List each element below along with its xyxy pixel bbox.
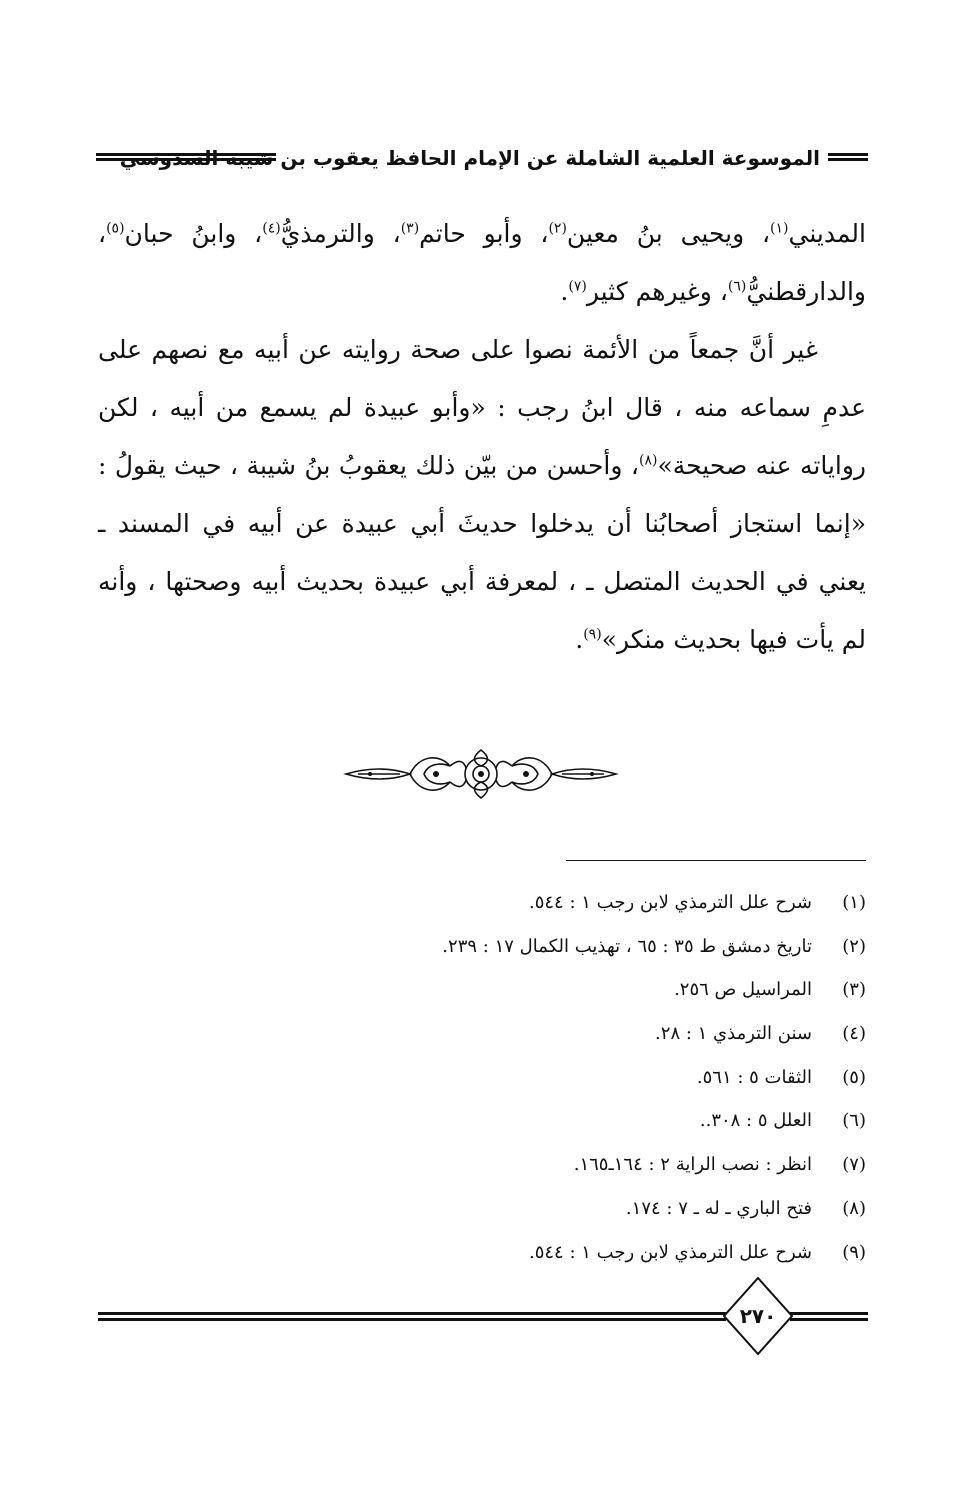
text-run: ، والدارقطنيُّ — [98, 219, 866, 306]
footnote-item — [96, 1234, 866, 1278]
text-run: المديني — [788, 219, 866, 248]
footnote-text: شرح علل الترمذي لابن رجب ١ : ٥٤٤. — [528, 892, 812, 913]
footnote-marker: (٤) — [262, 220, 281, 237]
text-run: ، وابنُ حبان — [124, 219, 263, 248]
main-text — [98, 205, 866, 669]
footnote-marker: (٧) — [568, 278, 587, 295]
footnote-item — [96, 1190, 866, 1234]
footnote-separator — [566, 860, 866, 861]
footnote-number: (٢) — [842, 935, 866, 957]
paragraph-1 — [98, 205, 866, 321]
footnote-item — [96, 1102, 866, 1146]
footnote-text: العلل ٥ : ٣٠٨.. — [699, 1110, 812, 1132]
footnote-item — [96, 1015, 866, 1059]
footer-rule-left — [98, 1312, 726, 1321]
text-run: ، وأحسن من بيّن ذلك يعقوبُ بنُ شيبة ، حيث يقولُ : «إنما استجاز أصحابُنا أن يدخلوا حديثَ أبي عبيدة عن أبيه في المسند ـ يعني في الحديث المتصل ـ ، لمعرفة أبي عبيدة بحديث أبيه وصحتها ، وأنه لم يأت فيها بحديث منكر» — [98, 451, 866, 654]
text-run: . — [575, 625, 584, 654]
footnote-number: (١) — [842, 892, 866, 913]
footnote-item — [96, 884, 866, 928]
footnote-text: تاريخ دمشق ط ٣٥ : ٦٥ ، تهذيب الكمال ١٧ : ٢٣٩. — [442, 935, 812, 957]
text-run: ، ويحيى بنُ معين — [566, 219, 771, 248]
footnote-item — [96, 1146, 866, 1190]
text-run: ، وغيرهم كثير — [586, 277, 728, 306]
floral-divider-icon — [340, 746, 622, 802]
footnotes-list — [96, 884, 866, 1277]
footnote-text: شرح علل الترمذي لابن رجب ١ : ٥٤٤. — [528, 1241, 812, 1263]
footnote-number: (٥) — [842, 1066, 866, 1088]
text-run: غير أنَّ جمعاً من الأئمة نصوا على صحة روايته عن أبيه مع نصهم على عدمِ سماعه منه ، قال ابنُ رجب : «وأبو عبيدة لم يسمع من أبيه ، لكن رواياته عنه صحيحة» — [98, 335, 866, 480]
footnote-text: انظر : نصب الراية ٢ : ١٦٤ـ١٦٥. — [573, 1154, 812, 1176]
footnote-number: (٨) — [842, 1197, 866, 1219]
footnote-item — [96, 928, 866, 972]
footnote-text: الثقات ٥ : ٥٦١. — [696, 1066, 812, 1088]
footnote-number: (٣) — [842, 979, 866, 1001]
footer-rule-right — [790, 1312, 868, 1321]
footnote-text: المراسيل ص ٢٥٦. — [674, 979, 812, 1001]
footnote-text: سنن الترمذي ١ : ٢٨. — [655, 1023, 812, 1045]
text-run: . — [560, 277, 569, 306]
page-number: ٢٧٠ — [739, 1304, 777, 1328]
footnote-marker: (٣) — [400, 220, 420, 237]
footnote-marker: (٩) — [583, 626, 602, 643]
footnote-number: (٧) — [842, 1154, 866, 1176]
header-title: الموسوعة العلمية الشاملة عن الإمام الحافظ يعقوب بن شيبة السدوسي — [119, 146, 820, 170]
footnote-marker: (٥) — [106, 220, 125, 237]
running-header — [96, 138, 868, 178]
footnote-number: (٤) — [842, 1023, 866, 1045]
text-run: ، والترمذيُّ — [280, 219, 401, 248]
header-rule-right — [828, 153, 868, 161]
paragraph-2 — [98, 321, 866, 669]
footnote-number: (٩) — [842, 1241, 866, 1263]
footnote-text: فتح الباري ـ له ـ ٧ : ١٧٤. — [625, 1197, 812, 1219]
footnote-marker: (٢) — [548, 220, 567, 237]
footnote-item — [96, 1059, 866, 1103]
footnote-item — [96, 971, 866, 1015]
footnote-marker: (١) — [770, 220, 789, 237]
header-rule-left — [96, 153, 276, 161]
footnote-marker: (٨) — [638, 452, 658, 469]
footnote-marker: (٦) — [727, 278, 747, 295]
text-run: ، وأبو حاتم — [419, 219, 549, 248]
footnote-number: (٦) — [842, 1110, 866, 1132]
